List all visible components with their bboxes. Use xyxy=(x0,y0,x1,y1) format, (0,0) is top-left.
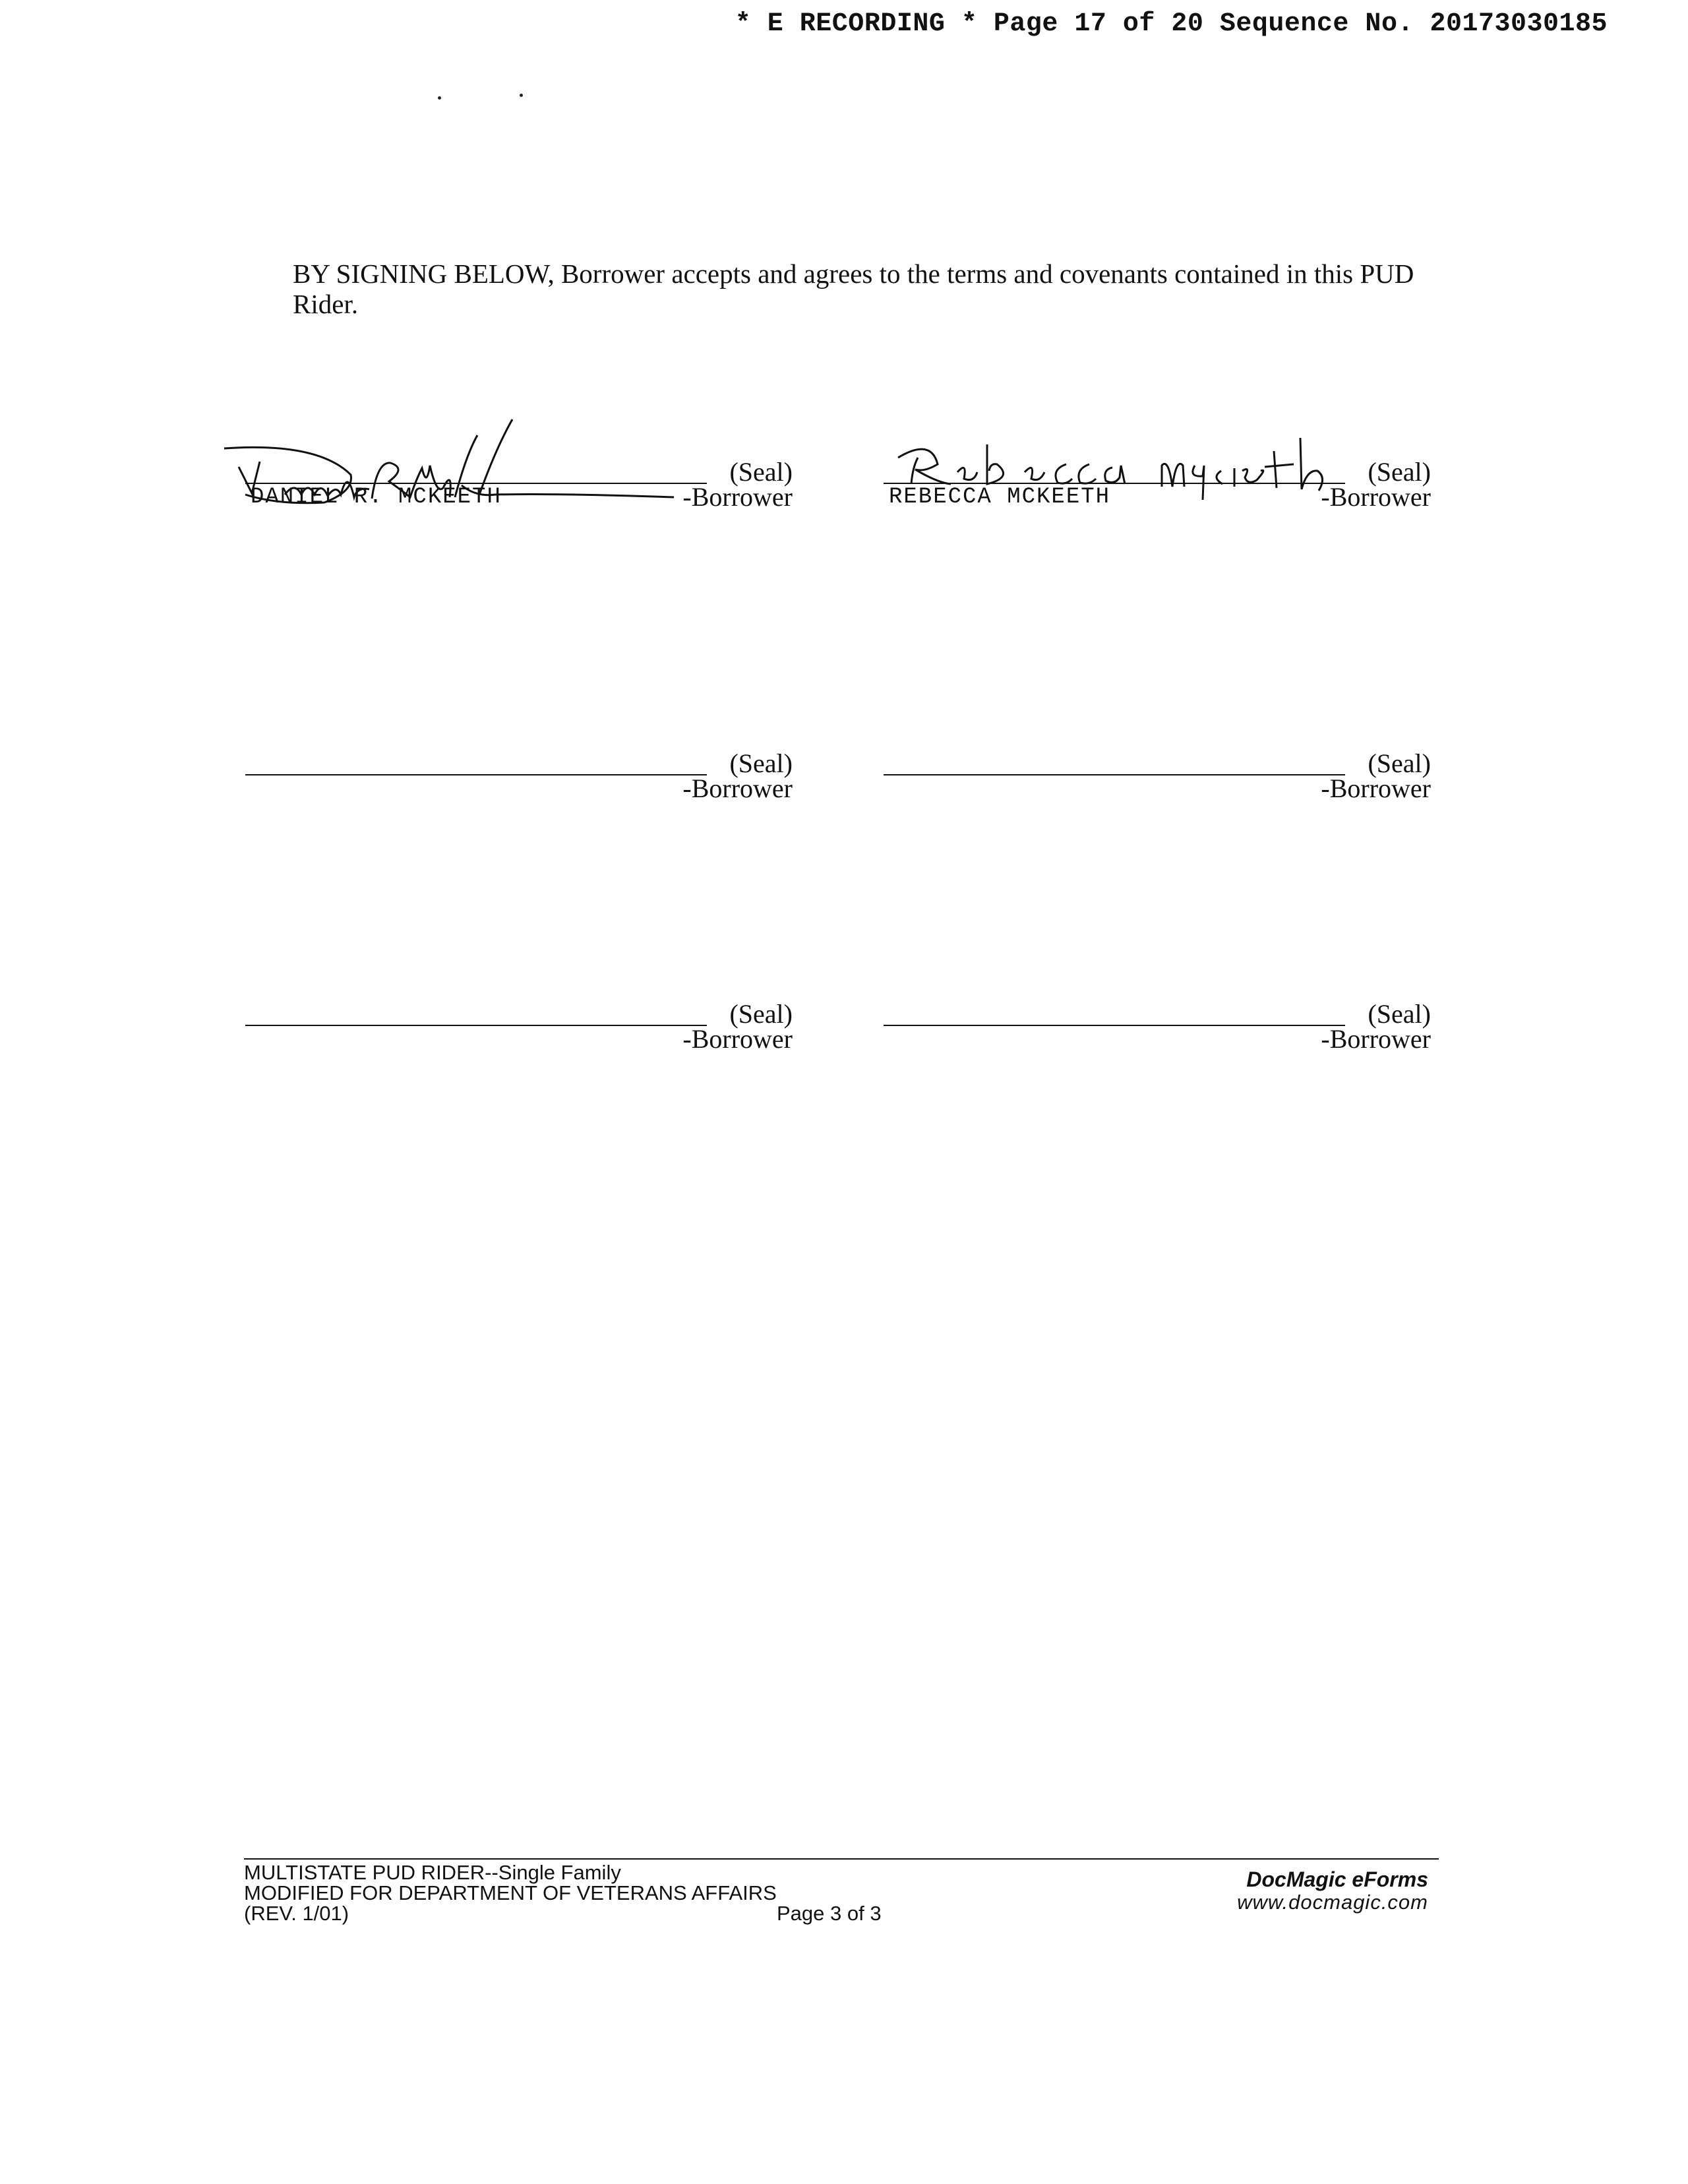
page-number: Page 3 of 3 xyxy=(777,1902,882,1925)
borrower-label: -Borrower xyxy=(682,1024,793,1054)
signature-block-blank xyxy=(884,997,1431,1076)
form-subtitle: MODIFIED FOR DEPARTMENT OF VETERANS AFFAIRS xyxy=(244,1881,777,1904)
recording-stamp: * E RECORDING * Page 17 of 20 Sequence No. 20173030185 xyxy=(735,9,1608,39)
signature-line xyxy=(884,1025,1345,1026)
scan-speck xyxy=(520,94,523,97)
borrower-label: -Borrower xyxy=(1321,1024,1431,1054)
borrower-label: -Borrower xyxy=(1321,774,1431,803)
signature-block-rebecca xyxy=(884,455,1431,534)
signature-block-daniel xyxy=(245,455,793,534)
signer-name: DANIEL R. MCKEETH xyxy=(251,485,502,510)
signature-block-blank xyxy=(245,997,793,1076)
seal-label: (Seal) xyxy=(729,748,793,778)
signature-line xyxy=(245,1025,707,1026)
seal-label: (Seal) xyxy=(1368,999,1431,1029)
footer-divider xyxy=(244,1858,1439,1860)
signature-line xyxy=(245,774,707,775)
signer-name: REBECCA MCKEETH xyxy=(889,485,1111,510)
scan-speck xyxy=(438,96,441,100)
form-identification xyxy=(244,1862,777,1924)
signature-block-blank xyxy=(884,746,1431,826)
seal-label: (Seal) xyxy=(1368,457,1431,487)
seal-label: (Seal) xyxy=(729,457,793,487)
borrower-label: -Borrower xyxy=(682,482,793,512)
brand-website: www.docmagic.com xyxy=(1237,1891,1428,1914)
seal-label: (Seal) xyxy=(729,999,793,1029)
borrower-label: -Borrower xyxy=(682,774,793,803)
docmagic-logo xyxy=(1237,1867,1428,1914)
signature-line xyxy=(884,774,1345,775)
brand-name: DocMagic eForms xyxy=(1246,1867,1428,1891)
borrower-label: -Borrower xyxy=(1321,482,1431,512)
signature-line xyxy=(245,483,707,484)
form-revision: (REV. 1/01) xyxy=(244,1902,349,1925)
form-title: MULTISTATE PUD RIDER--Single Family xyxy=(244,1861,621,1884)
signing-statement xyxy=(245,258,1439,319)
signature-daniel xyxy=(219,415,694,547)
statement-text: BY SIGNING BELOW, Borrower accepts and agrees to the terms and covenants contained in this PUD Rider. xyxy=(293,258,1414,319)
signature-line xyxy=(884,483,1345,484)
seal-label: (Seal) xyxy=(1368,748,1431,778)
signature-block-blank xyxy=(245,746,793,826)
